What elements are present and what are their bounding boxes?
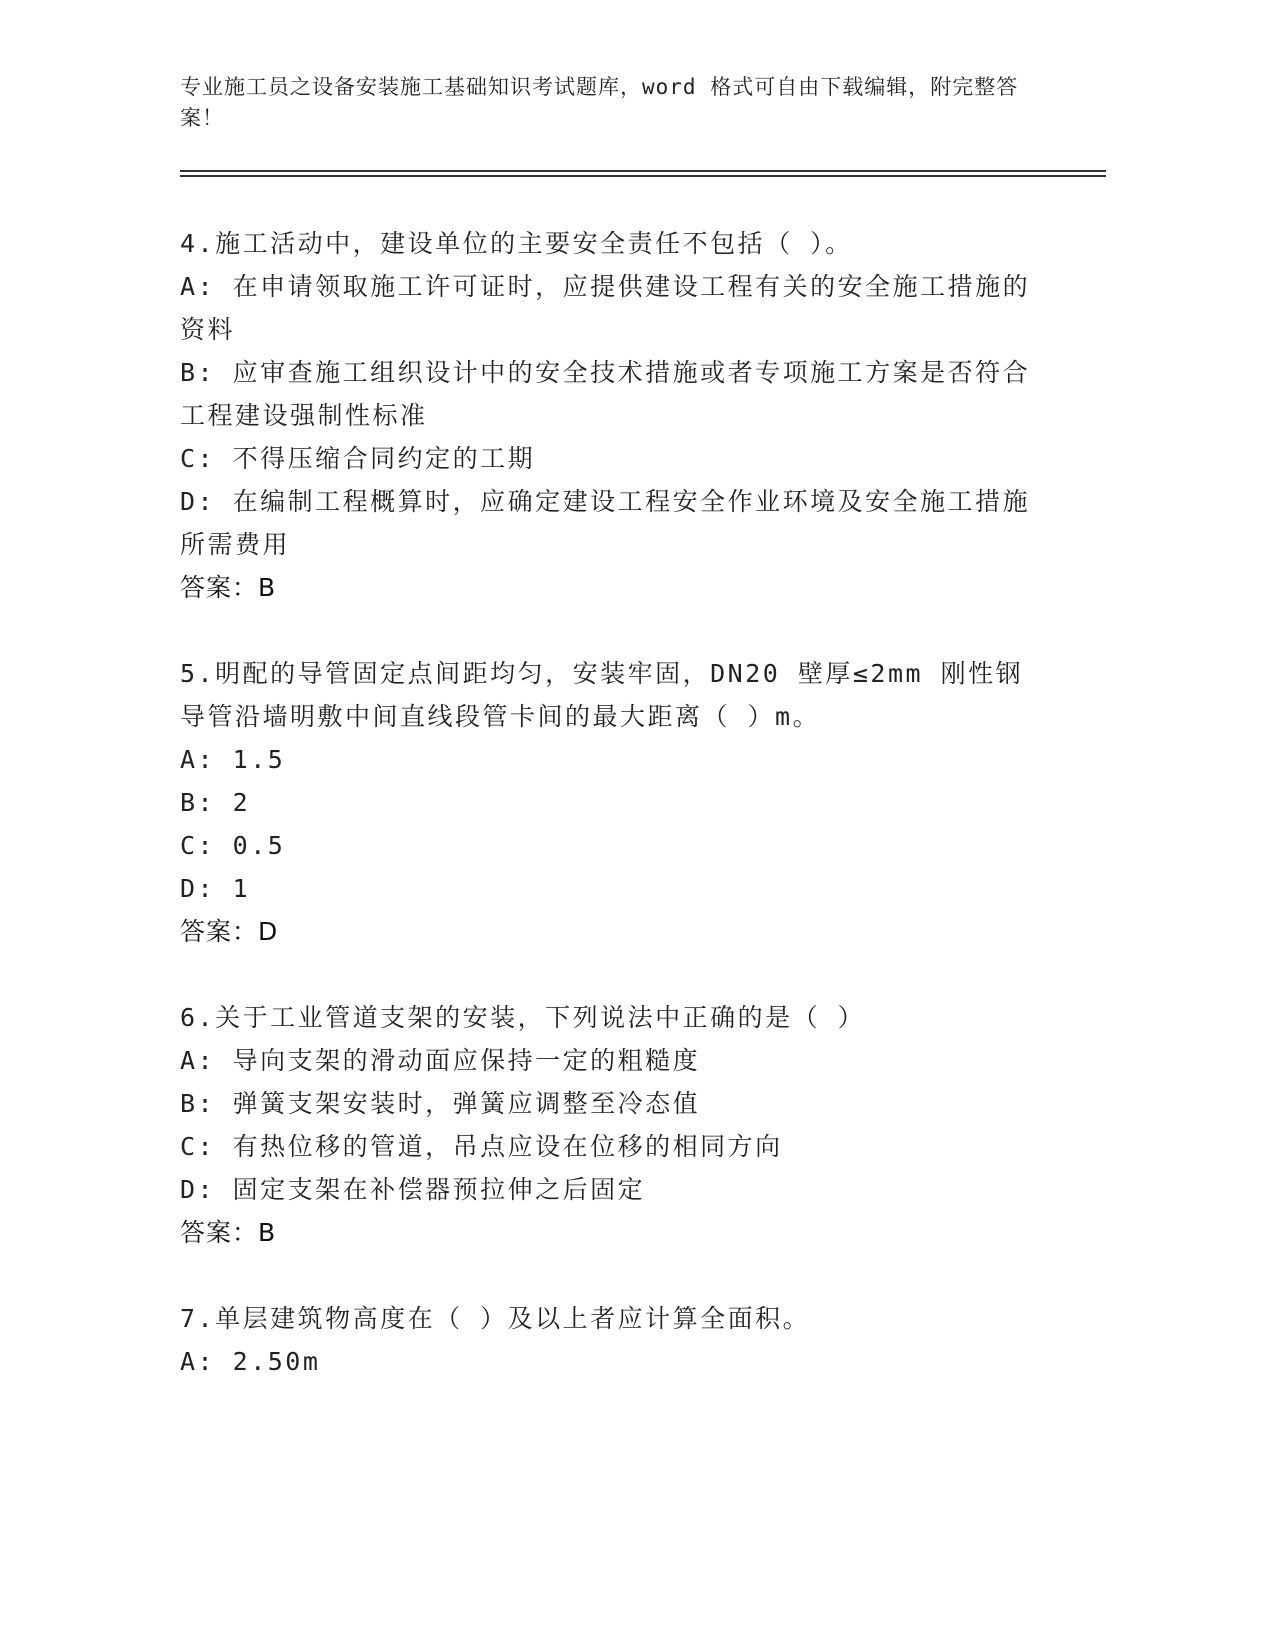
header-rule-top (180, 170, 1106, 172)
option-a: A: 在申请领取施工许可证时，应提供建设工程有关的安全施工措施的资料 (180, 272, 1031, 344)
option-d: D: 在编制工程概算时，应确定建设工程安全作业环境及安全施工措施所需费用 (180, 487, 1031, 559)
header-rule-bottom (180, 175, 1106, 177)
option-a: A: 导向支架的滑动面应保持一定的粗糙度 (180, 1046, 701, 1075)
answer (180, 910, 1040, 953)
page-header: 专业施工员之设备安装施工基础知识考试题库，word 格式可自由下载编辑，附完整答案！ (180, 75, 1019, 130)
question-7 (180, 1297, 1040, 1383)
option-b: B: 弹簧支架安装时，弹簧应调整至冷态值 (180, 1089, 701, 1118)
option-c: C: 不得压缩合同约定的工期 (180, 444, 536, 473)
question-stem: 7.单层建筑物高度在（ ）及以上者应计算全面积。 (180, 1304, 811, 1333)
option-c: C: 0.5 (180, 831, 286, 860)
option-d: D: 固定支架在补偿器预拉伸之后固定 (180, 1175, 646, 1204)
question-5 (180, 652, 1040, 953)
question-list (180, 222, 1040, 1426)
question-stem: 6.关于工业管道支架的安装，下列说法中正确的是（ ） (180, 1003, 866, 1032)
question-4 (180, 222, 1040, 609)
option-c: C: 有热位移的管道，吊点应设在位移的相同方向 (180, 1132, 783, 1161)
answer-label: 答案： (180, 917, 259, 946)
answer-value: D (258, 917, 279, 946)
question-stem: 4.施工活动中，建设单位的主要安全责任不包括（ ）。 (180, 229, 853, 258)
answer-label: 答案： (180, 1218, 259, 1247)
answer-value: B (258, 1218, 277, 1247)
option-d: D: 1 (180, 874, 251, 903)
option-b: B: 应审查施工组织设计中的安全技术措施或者专项施工方案是否符合工程建设强制性标准 (180, 358, 1031, 430)
answer-value: B (258, 573, 277, 602)
option-a: A: 2.50m (180, 1347, 321, 1376)
answer-label: 答案： (180, 573, 259, 602)
answer (180, 566, 1040, 609)
option-a: A: 1.5 (180, 745, 286, 774)
option-b: B: 2 (180, 788, 251, 817)
question-stem: 5.明配的导管固定点间距均匀，安装牢固，DN20 壁厚≤2mm 刚性钢导管沿墙明敷中间直线段管卡间的最大距离（ ）m。 (180, 659, 1024, 731)
question-6 (180, 996, 1040, 1254)
answer (180, 1211, 1040, 1254)
